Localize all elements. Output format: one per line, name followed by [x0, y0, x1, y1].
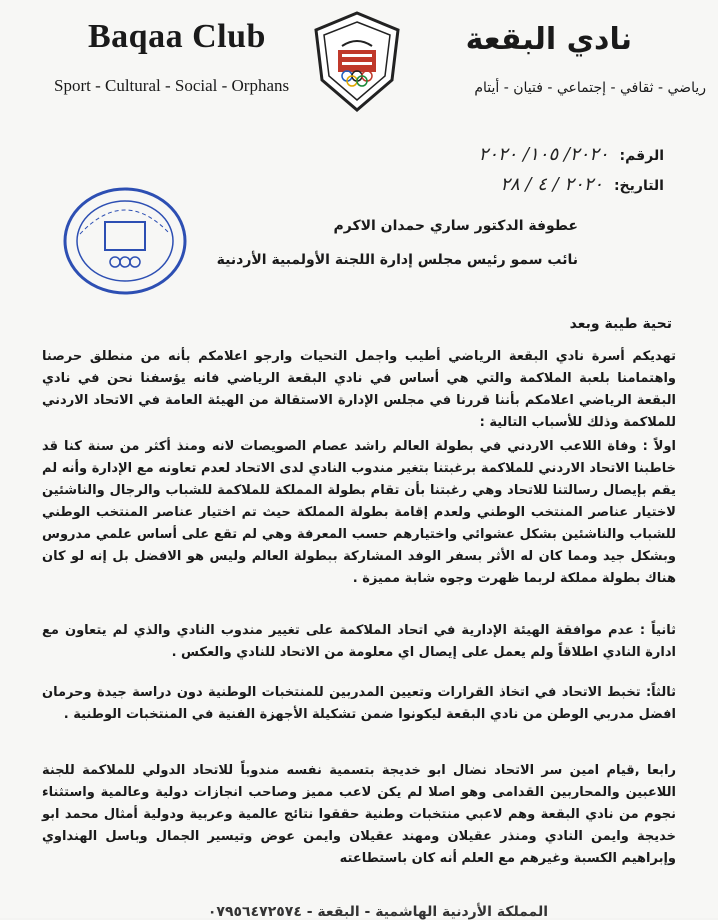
third-reason-paragraph: ثالثاً: تخبط الاتحاد في اتخاذ القرارات وتعيين المدربين للمنتخبات الوطنية دون دراسة جيدة وحرمان افضل مدربي الوطن من نادي البقعة ليكونوا ضمن تشكيلة الأجهزة الفنية في المنتخبات الوطنية .	[42, 685, 676, 722]
reference-date-value: ٢٠٢٠ / ٤ / ٢٨	[500, 174, 604, 195]
intro-paragraph: تهديكم أسرة نادي البقعة الرياضي أطيب واجمل التحيات وارجو اعلامكم بأنه من منطلق حرصنا واهتمامنا بلعبة الملاكمة والتي هي أساس في نادي البقعة الرياضي فانه يؤسفنا نحن في نادي البقعة الرياضي اعلامكم بأننا قررنا في مجلس الإدارة الاستقالة من الهيئة العامة في الاتحاد الاردني للملاكمة وذلك للأسباب التالية :	[42, 349, 676, 430]
tagline-ar: رياضي - ثقافي - إجتماعي - فتيان - أيتام	[474, 80, 706, 96]
second-reason-paragraph: ثانياً : عدم موافقة الهيئة الإدارية في اتحاد الملاكمة على تغيير مندوب النادي والذي لم يتعاون مع ادارة النادي اطلاقاً ولم يعمل على إيصال اي معلومة من الاتحاد للنادي والعكس .	[42, 623, 676, 660]
reference-number	[479, 144, 664, 165]
fourth-reason-paragraph: رابعا ,قيام امين سر الاتحاد نضال ابو خديجة بتسمية نفسه مندوباً للاتحاد الدولي للملاكمة للجنة اللاعبين والمحاربين القدامى وهو اصلا لم يكن لاعب مميز وصاحب انجازات دولية وعالمية واستثناء نجوم من نادي البقعة وهم لاعبي منتخبات وطنية حققوا نتائج عالمية وعربية ودولية أمثال محمد ابو خديجة وايمن النادي ومنذر عقيلان ومهند عقيلان وايمن عوض وتيسير الجمال وباسل الهنداوي وإبراهيم الكسبة وغيرهم مع العلم أنه كان باستطاعته	[42, 763, 676, 866]
club-stamp-icon	[60, 184, 190, 299]
first-reason-paragraph: اولاً : وفاة اللاعب الاردني في بطولة العالم راشد عصام الصويصات لانه ومنذ أكثر من سنة كنا قد خاطبنا الاتحاد الاردني للملاكمة برغبتنا بتغير مندوب النادي لدى الاتحاد لعدم تعاونه مع الإدارة وأنه لم يقم بإيصال رسالتنا للاتحاد وهي رغبتنا بأن تقام بطولة المملكة للملاكمة للشباب والرجال والناشئين لاختيار عناصر المنتخب الوطني ولعدم إقامة بطولة المملكة حيث تم اختيار عناصر المنتخب الوطني للشباب والناشئين بشكل عشوائي واختيارهم حسب المعرفة وهي لم تقع على أساس علمي مدروس وبشكل جيد ومما كان له الأثر بسفر الوفد المشاركة ببطولة العالم وليس هو الافضل بل إنه لو كان هناك بطولة مملكة لربما ظهرت وجوه شابة مميزة .	[42, 439, 676, 586]
reference-number-value: ٢٠٢٠/ ١٠٥/ ٢٠٢٠	[478, 144, 609, 165]
reference-number-label: الرقم:	[619, 148, 664, 164]
addressee-name: عطوفة الدكتور ساري حمدان الاكرم	[333, 218, 578, 234]
club-logo-icon	[312, 10, 402, 112]
reference-date	[500, 174, 664, 195]
reference-date-label: التاريخ:	[613, 178, 664, 194]
club-name-en: Baqaa Club	[88, 18, 266, 55]
tagline-en: Sport - Cultural - Social - Orphans	[54, 76, 290, 95]
footer-address: المملكة الأردنية الهاشمية - البقعة - ٠٧٩٥٦٤٧٢٥٧٤	[207, 904, 548, 920]
addressee-title: نائب سمو رئيس مجلس إدارة اللجنة الأولمبية الأردنية	[216, 252, 578, 268]
club-name-ar: نادي البقعة	[465, 22, 632, 57]
greeting: تحية طيبة وبعد	[569, 316, 672, 332]
